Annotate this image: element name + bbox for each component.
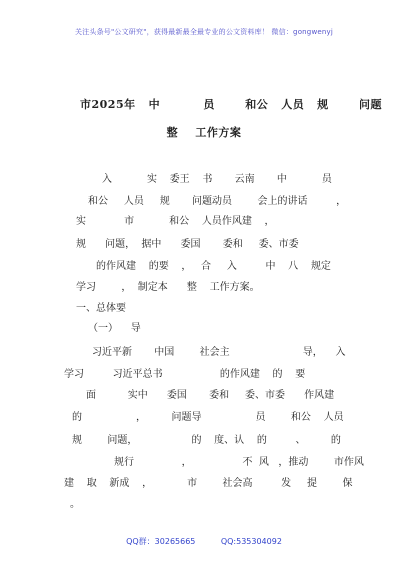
footer-contact: QQ群：30265665 QQ:535304092 xyxy=(126,537,282,546)
body-line-12: 的 ， 问题导 员 和公 人员 xyxy=(72,412,344,423)
header-notice: 关注头条号"公文研究"，获得最新最全最专业的公文资料库！ 微信：gongwenyj xyxy=(74,28,334,36)
body-line-2: 和公 人员 规 问题动员 会上的讲话 ， xyxy=(88,196,347,207)
section-heading-overall: 一、总体要 xyxy=(76,303,126,314)
body-line-13: 规 问题， 的 度、认 的 、 的 xyxy=(72,435,341,446)
body-line-9: 习近平新 中国 社会主 导， 入 xyxy=(92,347,346,358)
document-title-line-1: 市2025年 中 员 和公 人员 规 问题 xyxy=(80,98,382,111)
body-line-14: 规行 ， 不 风 ，推动 市作风 xyxy=(114,457,364,468)
body-line-11: 面 实中 委国 委和 委、市委 作风建 xyxy=(86,390,335,401)
body-line-15: 建 取 新成 ， 市 社会高 发 提 保 xyxy=(64,478,353,489)
subsection-heading-guidance: （一） 导 xyxy=(88,323,141,334)
body-line-1: 入 实 委王 书 云南 中 员 xyxy=(102,174,332,185)
body-line-10: 学习 习近平总书 的作风建 的 要 xyxy=(64,369,306,380)
document-title-line-2: 整 工作方案 xyxy=(166,126,242,139)
body-line-5: 的作风建 的要 ， 合 入 中 八 规定 xyxy=(96,261,331,272)
body-line-4: 规 问题， 据中 委国 委和 委、市委 xyxy=(76,239,299,250)
body-line-16: 。 xyxy=(70,499,80,510)
body-line-3: 实 市 和公 人员作风建 ， xyxy=(76,216,275,227)
body-line-6: 学习 ， 制定本 整 工作方案。 xyxy=(76,282,260,293)
